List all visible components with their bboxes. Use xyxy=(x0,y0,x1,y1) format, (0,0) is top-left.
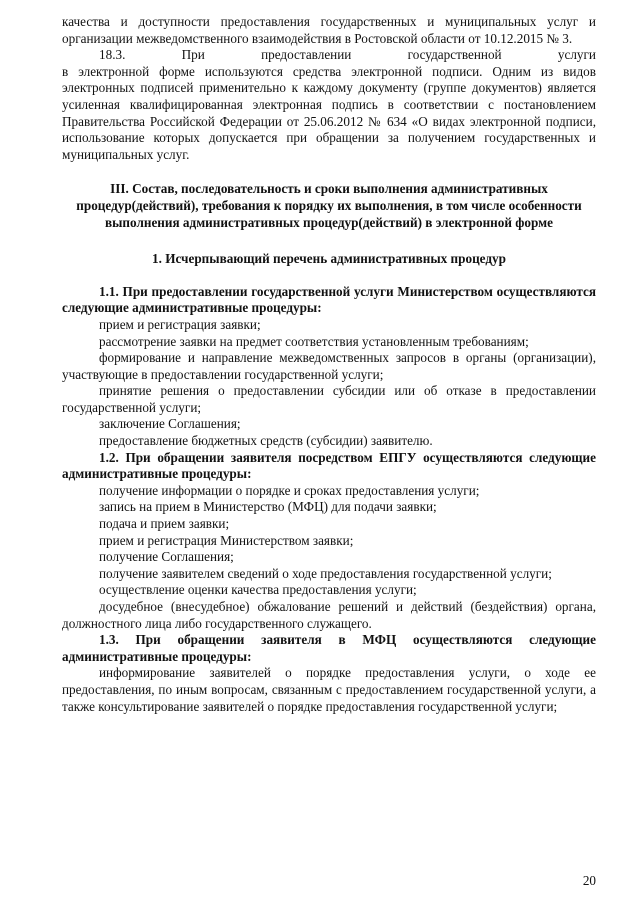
list-item: получение заявителем сведений о ходе предоставления государственной услуги; xyxy=(99,565,552,581)
list-item: прием и регистрация Министерством заявки; xyxy=(99,532,354,548)
paragraph-18-3-body: в электронной форме используются средства электронной подписи. Одним из видов электронных подписей применительно к каждому документу (группе документов) является усиленная квалифицированная электронная подпись в соответствии с постановлением Правительства Российской Федерации от 25.06.2012 № 634 «О видах электронной подписи, использование которых допускается при обращении за получением государственных и муниципальных услуг. xyxy=(62,63,596,162)
page-number: 20 xyxy=(582,873,596,888)
list-item: осуществление оценки качества предоставления услуги; xyxy=(99,582,417,598)
list-item: получение Соглашения; xyxy=(99,549,234,565)
word: 18.3. xyxy=(99,47,126,63)
list-item: получение информации о порядке и сроках предоставления услуги; xyxy=(99,482,480,498)
s11-heading: 1.1. При предоставлении государственной услуги Министерством осуществляются следующие административные процедуры: xyxy=(62,283,596,316)
s12-heading: 1.2. При обращении заявителя посредством ЕПГУ осуществляются следующие административные процедуры: xyxy=(62,449,596,482)
list-item: подача и прием заявки; xyxy=(99,516,230,532)
word: При xyxy=(181,47,205,63)
subsection-title: 1. Исчерпывающий перечень административных процедур xyxy=(152,251,506,267)
word: услуги xyxy=(557,47,596,63)
word: государственной xyxy=(407,47,502,63)
list-item: формирование и направление межведомственных запросов в органы (организации), участвующие в предоставлении государственной услуги; xyxy=(62,350,596,382)
list-item: рассмотрение заявки на предмет соответствия установленным требованиям; xyxy=(99,333,529,349)
list-item: принятие решения о предоставлении субсидии или об отказе в предоставлении государственной услуги; xyxy=(62,383,596,415)
paragraph-continuation: качества и доступности предоставления государственных и муниципальных услуг и организации межведомственного взаимодействия в Ростовской области от 10.12.2015 № 3. xyxy=(62,14,596,46)
paragraph-18-3-first-line xyxy=(62,47,596,64)
list-item: прием и регистрация заявки; xyxy=(99,316,261,332)
list-item: досудебное (внесудебное) обжалование решений и действий (бездействия) органа, должностного лица либо государственного служащего. xyxy=(62,599,596,631)
list-item: заключение Соглашения; xyxy=(99,416,241,432)
list-item: запись на прием в Министерство (МФЦ) для подачи заявки; xyxy=(99,499,437,515)
document-page xyxy=(62,14,596,715)
word: предоставлении xyxy=(261,47,352,63)
section-title: III. Состав, последовательность и сроки выполнения административных процедур(действий), требования к порядку их выполнения, в том числе особенности выполнения административных процедур(действий) в электронной форме xyxy=(76,181,582,230)
list-item: информирование заявителей о порядке предоставления услуги, о ходе ее предоставления, по иным вопросам, связанным с предоставлением государственной услуги, а также консультирование заявителей о порядке предоставления государственной услуги; xyxy=(62,665,596,714)
list-item: предоставление бюджетных средств (субсидии) заявителю. xyxy=(99,433,433,449)
s13-heading: 1.3. При обращении заявителя в МФЦ осуществляются следующие административные процедуры: xyxy=(62,632,596,664)
